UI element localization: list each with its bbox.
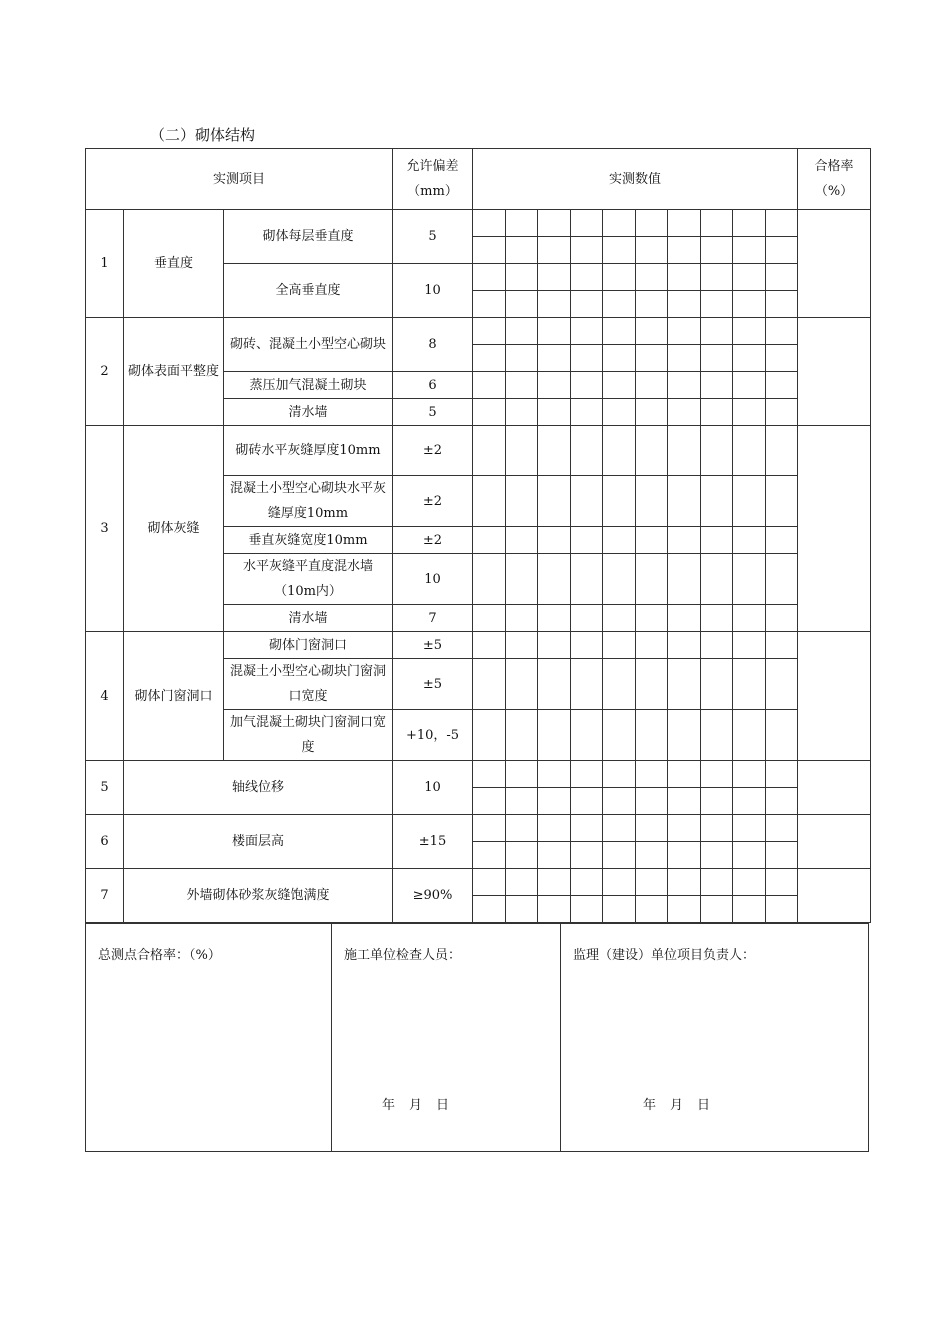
- measurement-cell: [538, 815, 571, 842]
- tolerance-value: 6: [393, 372, 473, 399]
- measurement-cell: [571, 761, 603, 788]
- measurement-cell: [506, 761, 538, 788]
- tolerance-value: ±5: [393, 659, 473, 710]
- measurement-cell: [538, 318, 571, 345]
- measurement-cell: [766, 372, 798, 399]
- measurement-cell: [636, 869, 668, 896]
- total-rate-cell: [86, 924, 332, 1152]
- measurement-cell: [701, 632, 733, 659]
- measurement-cell: [603, 710, 636, 761]
- supervisor-date: 年 月 日: [643, 1098, 711, 1113]
- measurement-cell: [701, 264, 733, 291]
- measurement-cell: [538, 896, 571, 923]
- measurement-cell: [636, 605, 668, 632]
- row-number: 6: [86, 815, 124, 869]
- measurement-cell: [571, 264, 603, 291]
- pass-rate-cell: [798, 632, 871, 761]
- measurement-cell: [766, 896, 798, 923]
- measurement-cell: [473, 291, 506, 318]
- measurement-cell: [506, 554, 538, 605]
- table-row: [86, 318, 871, 345]
- measurement-cell: [766, 788, 798, 815]
- measurement-cell: [603, 237, 636, 264]
- measurement-cell: [571, 554, 603, 605]
- measurement-cell: [701, 210, 733, 237]
- measurement-cell: [636, 291, 668, 318]
- measurement-cell: [473, 659, 506, 710]
- measurement-cell: [636, 527, 668, 554]
- measurement-cell: [636, 659, 668, 710]
- measurement-cell: [636, 345, 668, 372]
- measurement-cell: [766, 710, 798, 761]
- measurement-cell: [506, 210, 538, 237]
- measurement-cell: [668, 372, 701, 399]
- measurement-cell: [571, 476, 603, 527]
- measurement-cell: [668, 896, 701, 923]
- measurement-cell: [766, 264, 798, 291]
- measurement-cell: [636, 896, 668, 923]
- measurement-cell: [506, 527, 538, 554]
- tolerance-value: ±2: [393, 527, 473, 554]
- measurement-cell: [766, 659, 798, 710]
- sub-item: 蒸压加气混凝土砌块: [224, 372, 393, 399]
- measurement-cell: [733, 659, 766, 710]
- measurement-cell: [538, 761, 571, 788]
- measurement-cell: [506, 264, 538, 291]
- measurement-cell: [473, 554, 506, 605]
- measurement-cell: [636, 318, 668, 345]
- measurement-cell: [668, 761, 701, 788]
- measurement-cell: [701, 476, 733, 527]
- measurement-cell: [766, 632, 798, 659]
- measurement-cell: [571, 605, 603, 632]
- measurement-cell: [766, 554, 798, 605]
- measurement-cell: [733, 372, 766, 399]
- measurement-cell: [733, 264, 766, 291]
- measurement-cell: [766, 527, 798, 554]
- row-number: 7: [86, 869, 124, 923]
- tolerance-value: 10: [393, 554, 473, 605]
- measurement-cell: [603, 291, 636, 318]
- measurement-cell: [668, 659, 701, 710]
- measurement-cell: [538, 554, 571, 605]
- sub-item: 混凝土小型空心砌块水平灰缝厚度10mm: [224, 476, 393, 527]
- measurement-cell: [668, 476, 701, 527]
- row-number: 4: [86, 632, 124, 761]
- table-row: [86, 632, 871, 659]
- item-name: 楼面层高: [124, 815, 393, 869]
- item-name: 砌体表面平整度: [124, 318, 224, 426]
- measurement-cell: [733, 399, 766, 426]
- measurement-cell: [571, 632, 603, 659]
- sub-item: 砌砖、混凝土小型空心砌块: [224, 318, 393, 372]
- measurement-cell: [473, 372, 506, 399]
- sub-item: 砌体门窗洞口: [224, 632, 393, 659]
- measurement-cell: [668, 318, 701, 345]
- measurement-cell: [603, 632, 636, 659]
- measurement-cell: [538, 869, 571, 896]
- measurement-cell: [766, 761, 798, 788]
- measurement-cell: [473, 345, 506, 372]
- measurement-cell: [506, 318, 538, 345]
- measurement-cell: [538, 710, 571, 761]
- measurement-cell: [506, 345, 538, 372]
- sub-item: 垂直灰缝宽度10mm: [224, 527, 393, 554]
- measurement-cell: [538, 476, 571, 527]
- measurement-cell: [668, 710, 701, 761]
- item-name: 外墙砌体砂浆灰缝饱满度: [124, 869, 393, 923]
- measurement-cell: [603, 842, 636, 869]
- sub-item: 混凝土小型空心砌块门窗洞口宽度: [224, 659, 393, 710]
- measurement-cell: [538, 399, 571, 426]
- measurement-cell: [636, 815, 668, 842]
- measurement-cell: [701, 761, 733, 788]
- measurement-cell: [571, 896, 603, 923]
- row-number: 2: [86, 318, 124, 426]
- measurement-cell: [733, 554, 766, 605]
- measurement-cell: [668, 399, 701, 426]
- measurement-cell: [473, 399, 506, 426]
- measurement-cell: [473, 761, 506, 788]
- table-row: [86, 869, 871, 896]
- measurement-cell: [733, 842, 766, 869]
- measurement-cell: [733, 426, 766, 476]
- measurement-cell: [571, 869, 603, 896]
- constructor-date: 年 月 日: [382, 1098, 450, 1113]
- measurement-cell: [766, 426, 798, 476]
- section-title: （二）砌体结构: [150, 126, 256, 144]
- measurement-cell: [701, 710, 733, 761]
- measurement-cell: [636, 842, 668, 869]
- measurement-cell: [766, 210, 798, 237]
- tolerance-value: ±2: [393, 426, 473, 476]
- measurement-cell: [766, 399, 798, 426]
- measurement-cell: [473, 426, 506, 476]
- measurement-cell: [766, 345, 798, 372]
- measurement-cell: [636, 554, 668, 605]
- measurement-cell: [603, 659, 636, 710]
- measurement-cell: [766, 842, 798, 869]
- header-tolerance: 允许偏差 （mm）: [393, 149, 473, 210]
- measurement-cell: [701, 815, 733, 842]
- measurement-cell: [733, 896, 766, 923]
- tolerance-value: ±5: [393, 632, 473, 659]
- measurement-cell: [603, 372, 636, 399]
- measurement-cell: [473, 527, 506, 554]
- measurement-cell: [603, 788, 636, 815]
- measurement-cell: [538, 237, 571, 264]
- measurement-cell: [506, 896, 538, 923]
- measurement-cell: [473, 476, 506, 527]
- tolerance-value: 5: [393, 399, 473, 426]
- measurement-cell: [766, 605, 798, 632]
- measurement-cell: [668, 291, 701, 318]
- table-row: [86, 815, 871, 842]
- measurement-cell: [538, 842, 571, 869]
- measurement-cell: [603, 426, 636, 476]
- measurement-cell: [668, 788, 701, 815]
- measurement-cell: [473, 842, 506, 869]
- tolerance-value: 7: [393, 605, 473, 632]
- measurement-cell: [636, 264, 668, 291]
- measurement-cell: [473, 869, 506, 896]
- measurement-cell: [473, 237, 506, 264]
- measurement-cell: [733, 237, 766, 264]
- measurement-cell: [473, 815, 506, 842]
- measurement-cell: [636, 399, 668, 426]
- measurement-cell: [766, 476, 798, 527]
- measurement-cell: [701, 842, 733, 869]
- measurement-cell: [571, 345, 603, 372]
- measurement-cell: [571, 788, 603, 815]
- measurement-cell: [733, 710, 766, 761]
- measurement-cell: [701, 345, 733, 372]
- measurement-cell: [636, 476, 668, 527]
- measurement-cell: [701, 372, 733, 399]
- measurement-cell: [733, 788, 766, 815]
- header-row: [86, 149, 871, 210]
- measurement-cell: [733, 476, 766, 527]
- measurement-cell: [538, 291, 571, 318]
- measurement-cell: [571, 237, 603, 264]
- measurement-cell: [571, 842, 603, 869]
- table-row: [86, 210, 871, 237]
- measurement-cell: [733, 291, 766, 318]
- measurement-cell: [603, 896, 636, 923]
- inspection-table: [85, 148, 871, 923]
- measurement-cell: [538, 788, 571, 815]
- sub-item: 清水墙: [224, 399, 393, 426]
- pass-rate-cell: [798, 210, 871, 318]
- measurement-cell: [636, 761, 668, 788]
- measurement-cell: [538, 210, 571, 237]
- measurement-cell: [636, 710, 668, 761]
- measurement-cell: [506, 372, 538, 399]
- measurement-cell: [571, 815, 603, 842]
- measurement-cell: [701, 399, 733, 426]
- measurement-cell: [603, 815, 636, 842]
- measurement-cell: [701, 896, 733, 923]
- measurement-cell: [636, 237, 668, 264]
- item-name: 砌体门窗洞口: [124, 632, 224, 761]
- measurement-cell: [603, 399, 636, 426]
- measurement-cell: [571, 318, 603, 345]
- measurement-cell: [766, 869, 798, 896]
- measurement-cell: [538, 659, 571, 710]
- item-name: 砌体灰缝: [124, 426, 224, 632]
- measurement-cell: [733, 210, 766, 237]
- measurement-cell: [538, 632, 571, 659]
- sub-item: 砌砖水平灰缝厚度10mm: [224, 426, 393, 476]
- measurement-cell: [603, 210, 636, 237]
- pass-rate-cell: [798, 869, 871, 923]
- pass-rate-cell: [798, 815, 871, 869]
- measurement-cell: [668, 237, 701, 264]
- measurement-cell: [668, 345, 701, 372]
- supervisor-label: 监理（建设）单位项目负责人：: [573, 948, 756, 963]
- measurement-cell: [603, 869, 636, 896]
- measurement-cell: [668, 527, 701, 554]
- measurement-cell: [668, 426, 701, 476]
- tolerance-value: 8: [393, 318, 473, 372]
- measurement-cell: [538, 264, 571, 291]
- measurement-cell: [506, 399, 538, 426]
- measurement-cell: [701, 659, 733, 710]
- measurement-cell: [701, 869, 733, 896]
- sub-item: 全高垂直度: [224, 264, 393, 318]
- measurement-cell: [701, 527, 733, 554]
- measurement-cell: [473, 788, 506, 815]
- item-name: 轴线位移: [124, 761, 393, 815]
- measurement-cell: [701, 788, 733, 815]
- pass-rate-cell: [798, 761, 871, 815]
- header-pass-rate: 合格率 （%）: [798, 149, 871, 210]
- measurement-cell: [733, 632, 766, 659]
- measurement-cell: [538, 605, 571, 632]
- measurement-cell: [733, 318, 766, 345]
- measurement-cell: [473, 264, 506, 291]
- constructor-cell: [332, 924, 561, 1152]
- measurement-cell: [701, 291, 733, 318]
- measurement-cell: [571, 659, 603, 710]
- measurement-cell: [668, 605, 701, 632]
- measurement-cell: [473, 210, 506, 237]
- measurement-cell: [538, 527, 571, 554]
- measurement-cell: [506, 842, 538, 869]
- row-number: 1: [86, 210, 124, 318]
- measurement-cell: [668, 815, 701, 842]
- sub-item: 加气混凝土砌块门窗洞口宽度: [224, 710, 393, 761]
- measurement-cell: [506, 426, 538, 476]
- header-item: 实测项目: [86, 149, 393, 210]
- total-rate-label: 总测点合格率：（%）: [98, 948, 221, 963]
- measurement-cell: [733, 345, 766, 372]
- measurement-cell: [603, 264, 636, 291]
- measurement-cell: [506, 476, 538, 527]
- measurement-cell: [636, 426, 668, 476]
- signature-table: [85, 923, 869, 1152]
- tolerance-value: ±15: [393, 815, 473, 869]
- measurement-cell: [603, 318, 636, 345]
- measurement-cell: [473, 318, 506, 345]
- measurement-cell: [571, 291, 603, 318]
- measurement-cell: [668, 264, 701, 291]
- tolerance-value: +10，-5: [393, 710, 473, 761]
- row-number: 3: [86, 426, 124, 632]
- measurement-cell: [506, 659, 538, 710]
- measurement-cell: [701, 426, 733, 476]
- supervisor-cell: [561, 924, 869, 1152]
- measurement-cell: [473, 896, 506, 923]
- measurement-cell: [506, 291, 538, 318]
- measurement-cell: [571, 210, 603, 237]
- measurement-cell: [603, 476, 636, 527]
- sub-item: 砌体每层垂直度: [224, 210, 393, 264]
- header-values: 实测数值: [473, 149, 798, 210]
- measurement-cell: [636, 788, 668, 815]
- measurement-cell: [668, 210, 701, 237]
- measurement-cell: [733, 761, 766, 788]
- measurement-cell: [701, 605, 733, 632]
- row-number: 5: [86, 761, 124, 815]
- measurement-cell: [766, 291, 798, 318]
- measurement-cell: [571, 426, 603, 476]
- tolerance-value: 10: [393, 264, 473, 318]
- measurement-cell: [701, 318, 733, 345]
- item-name: 垂直度: [124, 210, 224, 318]
- tolerance-value: ±2: [393, 476, 473, 527]
- measurement-cell: [538, 372, 571, 399]
- measurement-cell: [506, 632, 538, 659]
- measurement-cell: [571, 710, 603, 761]
- measurement-cell: [506, 815, 538, 842]
- measurement-cell: [603, 345, 636, 372]
- pass-rate-cell: [798, 318, 871, 426]
- measurement-cell: [636, 372, 668, 399]
- measurement-cell: [571, 527, 603, 554]
- measurement-cell: [766, 318, 798, 345]
- measurement-cell: [506, 710, 538, 761]
- sub-item: 清水墙: [224, 605, 393, 632]
- measurement-cell: [473, 605, 506, 632]
- constructor-label: 施工单位检查人员：: [344, 948, 462, 963]
- measurement-cell: [603, 554, 636, 605]
- measurement-cell: [766, 815, 798, 842]
- measurement-cell: [538, 426, 571, 476]
- measurement-cell: [668, 869, 701, 896]
- measurement-cell: [733, 869, 766, 896]
- measurement-cell: [506, 869, 538, 896]
- measurement-cell: [636, 632, 668, 659]
- measurement-cell: [668, 632, 701, 659]
- measurement-cell: [603, 761, 636, 788]
- measurement-cell: [766, 237, 798, 264]
- measurement-cell: [636, 210, 668, 237]
- measurement-cell: [571, 399, 603, 426]
- measurement-cell: [473, 710, 506, 761]
- measurement-cell: [603, 605, 636, 632]
- tolerance-value: 5: [393, 210, 473, 264]
- measurement-cell: [506, 788, 538, 815]
- tolerance-value: 10: [393, 761, 473, 815]
- tolerance-value: ≥90%: [393, 869, 473, 923]
- measurement-cell: [733, 527, 766, 554]
- table-row: [86, 761, 871, 788]
- measurement-cell: [506, 237, 538, 264]
- measurement-cell: [538, 345, 571, 372]
- sub-item: 水平灰缝平直度混水墙（10m内）: [224, 554, 393, 605]
- measurement-cell: [571, 372, 603, 399]
- measurement-cell: [506, 605, 538, 632]
- measurement-cell: [733, 815, 766, 842]
- measurement-cell: [668, 842, 701, 869]
- table-row: [86, 426, 871, 476]
- measurement-cell: [733, 605, 766, 632]
- measurement-cell: [603, 527, 636, 554]
- measurement-cell: [701, 237, 733, 264]
- measurement-cell: [668, 554, 701, 605]
- pass-rate-cell: [798, 426, 871, 632]
- measurement-cell: [473, 632, 506, 659]
- measurement-cell: [701, 554, 733, 605]
